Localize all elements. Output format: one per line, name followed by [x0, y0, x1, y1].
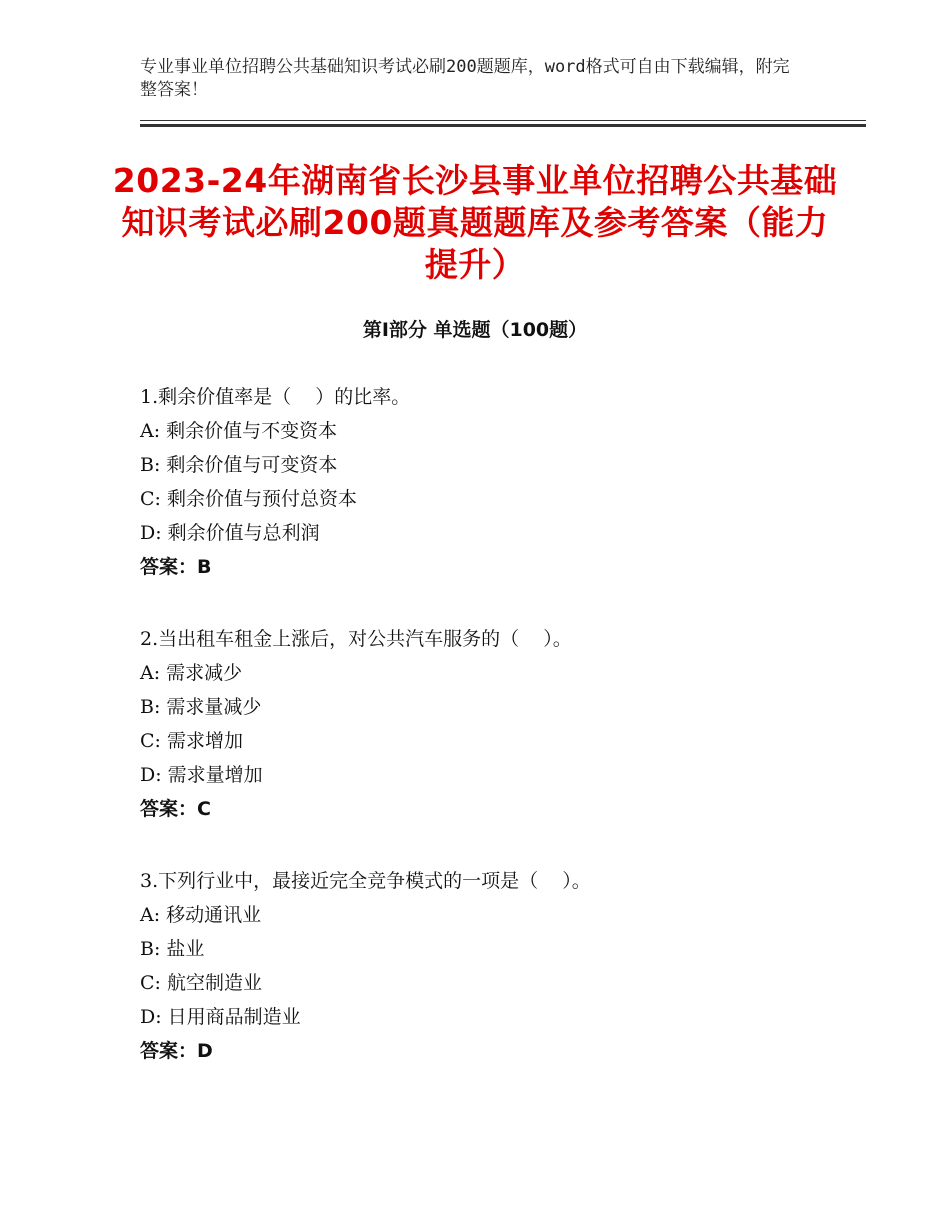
question-stem: 3.下列行业中，最接近完全竞争模式的一项是（ ）。	[140, 870, 591, 892]
question-item	[140, 864, 840, 1068]
answer-line: 答案：C	[140, 798, 211, 820]
question-item	[140, 622, 840, 826]
header-note: 专业事业单位招聘公共基础知识考试必刷200题题库，word格式可自由下载编辑，附完整答案！	[140, 57, 790, 100]
option-c: C: 需求增加	[140, 730, 243, 752]
option-d: D: 日用商品制造业	[140, 1006, 301, 1028]
option-d: D: 需求量增加	[140, 764, 263, 786]
header-rule-thick	[140, 124, 866, 127]
answer-line: 答案：B	[140, 556, 212, 578]
option-b: B: 需求量减少	[140, 696, 262, 718]
option-a: A: 需求减少	[140, 662, 243, 684]
header-rule-thin	[140, 120, 866, 121]
document-title: 2023-24年湖南省长沙县事业单位招聘公共基础知识考试必刷200题真题题库及参考答案（能力提升）	[112, 161, 838, 284]
answer-line: 答案：D	[140, 1040, 213, 1062]
option-d: D: 剩余价值与总利润	[140, 522, 320, 544]
option-c: C: 航空制造业	[140, 972, 262, 994]
option-a: A: 剩余价值与不变资本	[140, 420, 338, 442]
question-item	[140, 380, 840, 584]
option-c: C: 剩余价值与预付总资本	[140, 488, 357, 510]
section-heading: 第Ⅰ部分 单选题（100题）	[362, 319, 588, 341]
option-a: A: 移动通讯业	[140, 904, 262, 926]
question-stem: 1.剩余价值率是（ ）的比率。	[140, 386, 411, 408]
question-stem: 2.当出租车租金上涨后，对公共汽车服务的（ ）。	[140, 628, 572, 650]
option-b: B: 剩余价值与可变资本	[140, 454, 338, 476]
question-list	[140, 380, 840, 1106]
option-b: B: 盐业	[140, 938, 205, 960]
